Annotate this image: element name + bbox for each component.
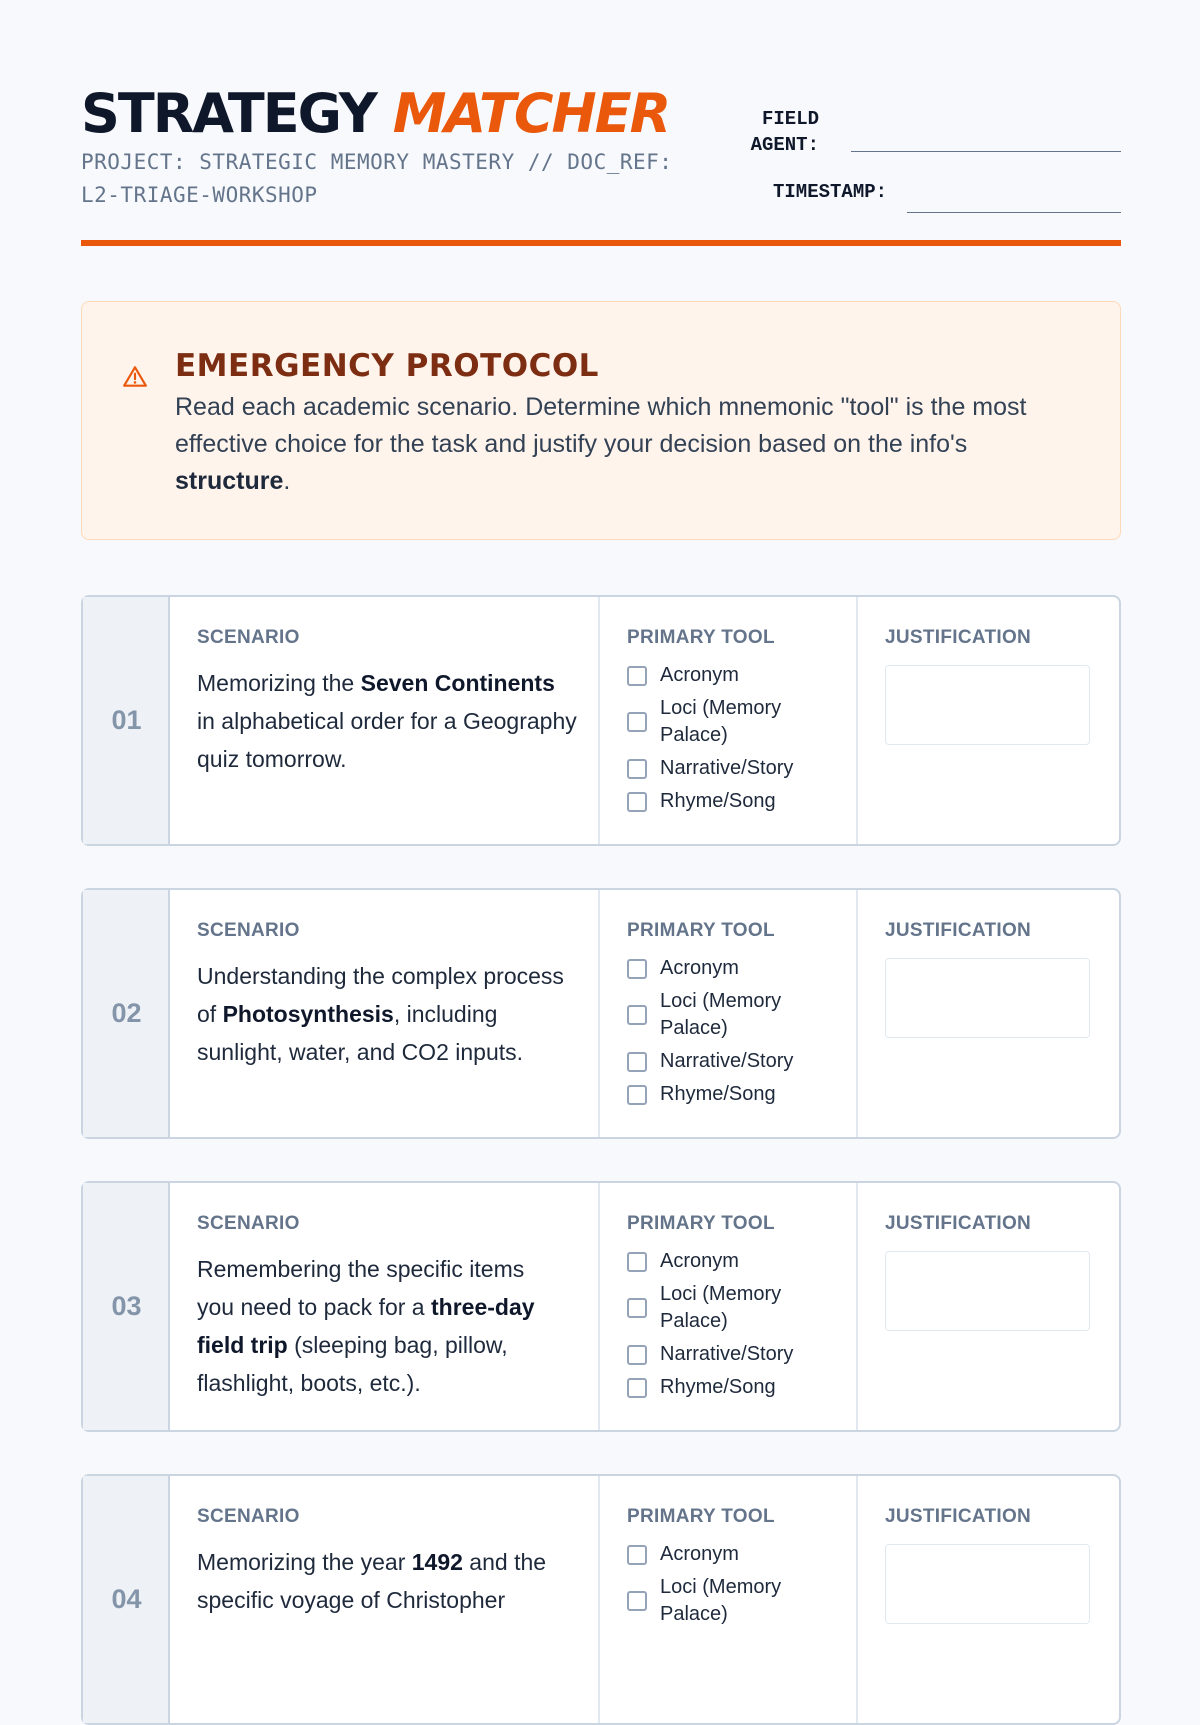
scenario-card: [81, 595, 1121, 846]
scenario-number-column: [83, 890, 170, 1137]
justification-input[interactable]: [885, 665, 1090, 745]
option-acronym[interactable]: [627, 955, 847, 982]
checkbox[interactable]: [627, 666, 647, 686]
alert-body-bold: structure: [175, 467, 284, 495]
scenario-text-bold: Seven Continents: [360, 670, 555, 696]
field-agent-label: [749, 106, 819, 158]
justification-input[interactable]: [885, 1251, 1090, 1331]
primary-tool-label: PRIMARY TOOL: [627, 627, 775, 648]
checkbox[interactable]: [627, 1005, 647, 1025]
option-narrative[interactable]: [627, 755, 847, 782]
scenario-number: 04: [111, 1584, 142, 1614]
scenario-label: SCENARIO: [197, 1213, 300, 1234]
scenario-column: [170, 1183, 600, 1430]
title-main: STRATEGY: [81, 82, 376, 145]
checkbox[interactable]: [627, 959, 647, 979]
warning-icon: [122, 364, 148, 390]
page-title: [81, 82, 669, 146]
tool-options: [627, 1541, 847, 1634]
option-rhyme[interactable]: [627, 1374, 847, 1401]
header: [81, 0, 1121, 248]
field-agent-label-line2: AGENT:: [750, 134, 819, 156]
scenario-text: [197, 1543, 577, 1619]
project-subtitle: PROJECT: STRATEGIC MEMORY MASTERY // DOC_REF: L2-TRIAGE-WORKSHOP: [81, 150, 673, 207]
option-label: Acronym: [660, 1250, 739, 1272]
scenario-number-column: [83, 597, 170, 844]
checkbox[interactable]: [627, 1378, 647, 1398]
justification-column: [858, 1476, 1123, 1723]
justification-label: JUSTIFICATION: [885, 627, 1032, 648]
option-label: Acronym: [660, 1543, 739, 1565]
tool-options: [627, 955, 847, 1114]
option-label: Narrative/Story: [660, 1050, 794, 1072]
field-agent-label-line1: FIELD: [761, 108, 819, 130]
option-label: Loci (Memory Palace): [660, 1283, 782, 1332]
scenario-card: [81, 1474, 1121, 1725]
scenario-column: [170, 597, 600, 844]
justification-label: JUSTIFICATION: [885, 1213, 1032, 1234]
option-label: Rhyme/Song: [660, 1083, 776, 1105]
scenario-column: [170, 890, 600, 1137]
justification-column: [858, 1183, 1123, 1430]
checkbox[interactable]: [627, 1252, 647, 1272]
primary-tool-column: [600, 1476, 858, 1723]
option-label: Narrative/Story: [660, 757, 794, 779]
option-label: Loci (Memory Palace): [660, 697, 782, 746]
primary-tool-column: [600, 890, 858, 1137]
option-loci[interactable]: [627, 1281, 847, 1335]
scenario-card: [81, 1181, 1121, 1432]
checkbox[interactable]: [627, 759, 647, 779]
scenario-text-bold: three-day field trip: [197, 1294, 535, 1358]
option-label: Acronym: [660, 957, 739, 979]
alert-body-text: Read each academic scenario. Determine which mnemonic "tool" is the most effective choice for the task and justify your decision based on the info's: [175, 393, 1027, 458]
scenario-text-part: Understanding the complex process of: [197, 963, 564, 1027]
scenario-text-part: (sleeping bag, pillow, flashlight, boots, etc.).: [197, 1332, 508, 1396]
scenario-text-bold: Photosynthesis: [222, 1001, 394, 1027]
option-label: Loci (Memory Palace): [660, 990, 782, 1039]
scenario-text-part: Memorizing the year: [197, 1549, 412, 1575]
option-loci[interactable]: [627, 695, 847, 749]
option-rhyme[interactable]: [627, 788, 847, 815]
checkbox[interactable]: [627, 1545, 647, 1565]
checkbox[interactable]: [627, 1085, 647, 1105]
scenario-text-part: Memorizing the: [197, 670, 361, 696]
scenario-label: SCENARIO: [197, 627, 300, 648]
option-label: Acronym: [660, 664, 739, 686]
option-acronym[interactable]: [627, 1248, 847, 1275]
scenario-number: 03: [111, 1291, 142, 1321]
checkbox[interactable]: [627, 792, 647, 812]
header-divider: [81, 240, 1121, 246]
alert-body: [175, 389, 1055, 500]
scenario-text: [197, 957, 577, 1071]
tool-options: [627, 662, 847, 821]
scenario-label: SCENARIO: [197, 1506, 300, 1527]
scenario-text: [197, 664, 577, 778]
primary-tool-label: PRIMARY TOOL: [627, 1213, 775, 1234]
checkbox[interactable]: [627, 1345, 647, 1365]
option-label: Narrative/Story: [660, 1343, 794, 1365]
scenario-text-part: Remembering the specific items you need to pack for a: [197, 1256, 525, 1320]
scenario-text: [197, 1250, 547, 1402]
justification-input[interactable]: [885, 958, 1090, 1038]
tool-options: [627, 1248, 847, 1407]
justification-column: [858, 597, 1123, 844]
scenario-text-part: in alphabetical order for a Geography quiz tomorrow.: [197, 708, 577, 772]
timestamp-input[interactable]: [907, 212, 1121, 213]
justification-input[interactable]: [885, 1544, 1090, 1624]
scenario-column: [170, 1476, 600, 1723]
option-narrative[interactable]: [627, 1048, 847, 1075]
field-agent-input[interactable]: [851, 151, 1121, 152]
alert-body-end: .: [283, 467, 291, 495]
option-acronym[interactable]: [627, 662, 847, 689]
primary-tool-column: [600, 1183, 858, 1430]
scenario-number-column: [83, 1476, 170, 1723]
justification-label: JUSTIFICATION: [885, 1506, 1032, 1527]
timestamp-label: TIMESTAMP:: [773, 181, 888, 203]
primary-tool-label: PRIMARY TOOL: [627, 920, 775, 941]
scenario-number: 01: [111, 705, 142, 735]
emergency-protocol-alert: [81, 301, 1121, 540]
option-label: Rhyme/Song: [660, 790, 776, 812]
option-label: Loci (Memory Palace): [660, 1576, 782, 1625]
worksheet-page: [81, 0, 1121, 1625]
primary-tool-column: [600, 597, 858, 844]
scenario-text-bold: 1492: [411, 1549, 463, 1575]
option-rhyme[interactable]: [627, 1081, 847, 1108]
option-narrative[interactable]: [627, 1341, 847, 1368]
scenario-text-part: and the specific voyage of Christopher: [197, 1549, 547, 1613]
checkbox[interactable]: [627, 1052, 647, 1072]
option-loci[interactable]: [627, 988, 847, 1042]
scenario-number-column: [83, 1183, 170, 1430]
checkbox[interactable]: [627, 1591, 647, 1611]
primary-tool-label: PRIMARY TOOL: [627, 1506, 775, 1527]
title-accent: MATCHER: [392, 82, 670, 145]
option-loci[interactable]: [627, 1574, 847, 1628]
option-label: Rhyme/Song: [660, 1376, 776, 1398]
checkbox[interactable]: [627, 1298, 647, 1318]
scenario-card: [81, 888, 1121, 1139]
checkbox[interactable]: [627, 712, 647, 732]
justification-column: [858, 890, 1123, 1137]
justification-label: JUSTIFICATION: [885, 920, 1032, 941]
scenario-number: 02: [111, 998, 142, 1028]
scenario-text-part: , including sunlight, water, and CO2 inputs.: [197, 1001, 524, 1065]
option-acronym[interactable]: [627, 1541, 847, 1568]
alert-title: EMERGENCY PROTOCOL: [175, 348, 599, 384]
scenario-label: SCENARIO: [197, 920, 300, 941]
